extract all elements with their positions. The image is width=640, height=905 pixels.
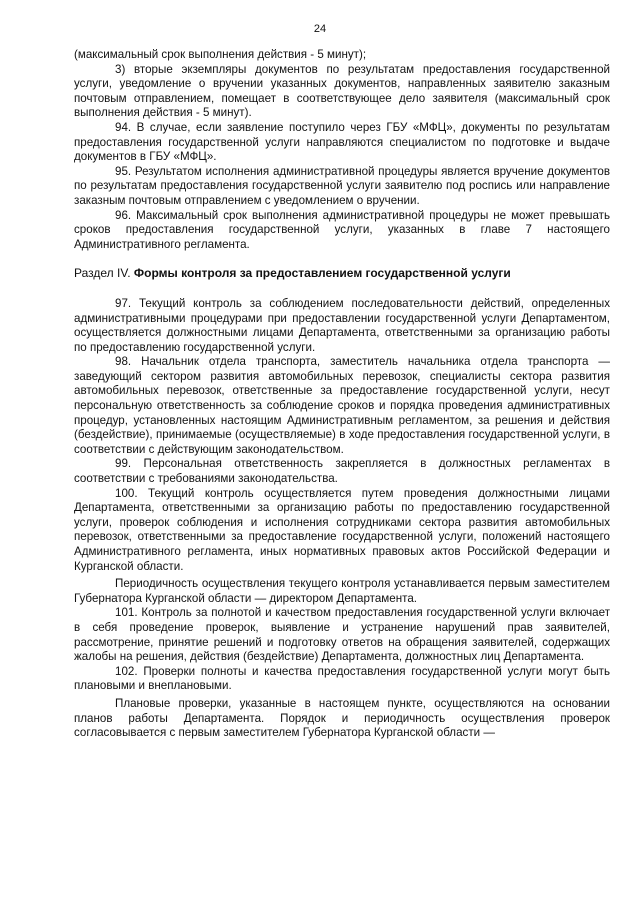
page-number: 24 [313,23,327,35]
paragraph: (максимальный срок выполнения действия - 5 минут); [74,48,367,61]
section-title: Формы контроля за предоставлением государственной услуги [133,266,511,281]
paragraph: 95. Результатом исполнения административной процедуры является вручение документов по результатам предоставления государственной услуги заявителю под роспись или направление заказным почтовым отправлением с уведомлением о вручении. [74,164,610,207]
paragraph: 102. Проверки полноты и качества предоставления государственной услуги могут быть плановыми и внеплановыми. [74,664,610,693]
paragraph: 98. Начальник отдела транспорта, заместитель начальника отдела транспорта — заведующий сектором развития автомобильных перевозок, специалисты сектора развития автомобильных перевозок, ответственные за предоставление государственной услуги, несут персональную ответственность за соблюдение сроков и порядка проведения административных процедур, установленных настоящим Административным регламентом, за решения и действия (бездействие), принимаемые (осуществляемые) в ходе предоставления государственной услуги, в соответствии с действующим законодательством. [74,355,610,456]
paragraph: 96. Максимальный срок выполнения административной процедуры не может превышать сроков предоставления государственной услуги, указанных в главе 7 настоящего Административного регламента. [74,208,610,251]
paragraph: 99. Персональная ответственность закрепляется в должностных регламентах в соответствии с требованиями законодательства. [74,457,610,486]
section-prefix: Раздел IV. [74,266,131,281]
paragraph: Плановые проверки, указанные в настоящем пункте, осуществляются на основании планов работы Департамента. Порядок и периодичность осуществления проверок согласовывается с первым заместителем Губернатора Курганской области — [74,696,610,740]
paragraph: 94. В случае, если заявление поступило через ГБУ «МФЦ», документы по результатам предоставления государственной услуги направляются специалистом по подготовке и выдаче документов в ГБУ «МФЦ». [74,120,610,164]
paragraph: 101. Контроль за полнотой и качеством предоставления государственной услуги включает в себя проведение проверок, выявление и устранение нарушений прав заявителей, рассмотрение, принятие решений и подготовку ответов на обращения заявителей, содержащих жалобы на решения, действия (бездействие) Департамента, должностных лиц Департамента. [74,606,610,664]
document-body [74,48,610,741]
paragraph: Периодичность осуществления текущего контроля устанавливается первым заместителем Губернатора Курганской области — директором Департамента. [74,577,610,605]
paragraph: 3) вторые экземпляры документов по результатам предоставления государственной услуги, уведомление о вручении указанных документов, направленных заявителю заказным почтовым отправлением, помещает в соответствующее дело заявителя (максимальный срок выполнения действия - 5 минут). [74,62,610,120]
section-heading [74,266,610,281]
paragraph: 100. Текущий контроль осуществляется путем проведения должностными лицами Департамента, ответственными за организацию работы по предоставлению государственной услуги, проверок соблюдения и исполнения сотрудниками сектора развития автомобильных перевозок, ответственными за предоставление государственной услуги, положений настоящего Административного регламента, иных нормативных правовых актов Российской Федерации и Курганской области. [74,486,610,573]
paragraph: 97. Текущий контроль за соблюдением последовательности действий, определенных административными процедурами при предоставлении государственной услуги Департаментом, осуществляется должностными лицами Департамента, ответственными за организацию работы по предоставлению государственной услуги. [74,296,610,354]
